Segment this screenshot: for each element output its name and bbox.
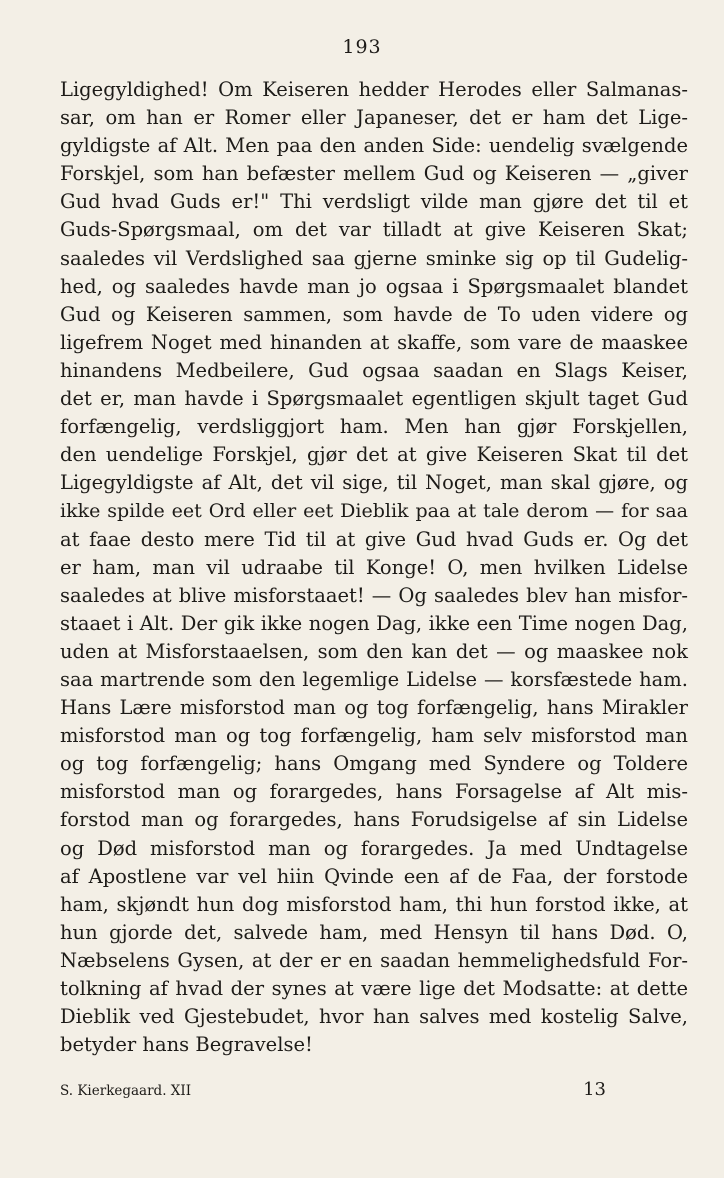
text-line: ligefrem Noget med hinanden at skaffe, som vare de maaskee: [60, 330, 688, 354]
text-line: uden at Misforstaaelsen, som den kan det — og maaskee nok: [60, 639, 688, 663]
text-line: forstod man og forargedes, hans Forudsigelse af sin Lidelse: [60, 808, 688, 832]
text-line: er ham, man vil udraabe til Konge! O, men hvilken Lidelse: [60, 555, 688, 579]
body-text: [60, 76, 688, 1059]
text-line: forfængelig, verdsliggjort ham. Men han gjør Forskjellen,: [60, 415, 688, 439]
text-line: misforstod man og tog forfængelig, ham selv misforstod man: [60, 724, 688, 748]
text-line: Næbselens Gysen, at der er en saadan hemmelighedsfuld For-: [60, 948, 688, 972]
text-line: ikke spilde eet Ord eller eet Dieblik paa at tale derom — for saa: [60, 500, 688, 523]
text-line: og tog forfængelig; hans Omgang med Syndere og Toldere: [60, 752, 688, 776]
text-line: Gud og Keiseren sammen, som havde de To uden videre og: [60, 302, 688, 326]
text-line: Dieblik ved Gjestebudet, hvor han salves med kostelig Salve,: [60, 1005, 688, 1029]
text-line: gyldigste af Alt. Men paa den anden Side: uendelig svælgende: [60, 134, 688, 158]
text-line: Ligegyldighed! Om Keiseren hedder Herodes eller Salmanas-: [60, 78, 688, 101]
text-line: det er, man havde i Spørgsmaalet egentligen skjult taget Gud: [60, 387, 688, 411]
footer: [60, 1079, 688, 1100]
text-line: ham, skjøndt hun dog misforstod ham, thi hun forstod ikke, at: [60, 892, 688, 916]
text-line: sar, om han er Romer eller Japaneser, det er ham det Lige-: [60, 106, 688, 130]
text-line: hed, og saaledes havde man jo ogsaa i Spørgsmaalet blandet: [60, 274, 688, 298]
text-line: staaet i Alt. Der gik ikke nogen Dag, ikke een Time nogen Dag,: [60, 611, 688, 635]
text-line: den uendelige Forskjel, gjør det at give Keiseren Skat til det: [60, 443, 688, 467]
signature-mark: S. Kierkegaard. XII: [60, 1083, 192, 1099]
text-line: betyder hans Begravelse!: [60, 1033, 313, 1057]
sheet-number: 13: [583, 1079, 606, 1100]
text-line: Forskjel, som han befæster mellem Gud og Keiseren — „giver: [60, 162, 688, 186]
text-line: tolkning af hvad der synes at være lige det Modsatte: at dette: [60, 977, 688, 1000]
text-line: Ligegyldigste af Alt, det vil sige, til Noget, man skal gjøre, og: [60, 471, 688, 495]
text-line: saaledes vil Verdslighed saa gjerne sminke sig op til Gudelig-: [60, 246, 688, 270]
text-line: Hans Lære misforstod man og tog forfængelig, hans Mirakler: [60, 696, 688, 720]
text-line: Gud hvad Guds er!" Thi verdsligt vilde man gjøre det til et: [60, 190, 688, 214]
text-line: saa martrende som den legemlige Lidelse — korsfæstede ham.: [60, 667, 688, 691]
text-line: hinandens Medbeilere, Gud ogsaa saadan en Slags Keiser,: [60, 358, 688, 382]
text-line: af Apostlene var vel hiin Qvinde een af de Faa, der forstode: [60, 864, 688, 888]
text-line: saaledes at blive misforstaaet! — Og saaledes blev han misfor-: [60, 583, 688, 607]
text-line: Guds-Spørgsmaal, om det var tilladt at give Keiseren Skat;: [60, 218, 688, 242]
text-line: hun gjorde det, salvede ham, med Hensyn til hans Død. O,: [60, 920, 688, 944]
text-line: at faae desto mere Tid til at give Gud hvad Guds er. Og det: [60, 527, 688, 551]
text-line: misforstod man og forargedes, hans Forsagelse af Alt mis-: [60, 780, 688, 804]
text-line: og Død misforstod man og forargedes. Ja med Undtagelse: [60, 836, 688, 860]
page-number: 193: [342, 36, 382, 58]
